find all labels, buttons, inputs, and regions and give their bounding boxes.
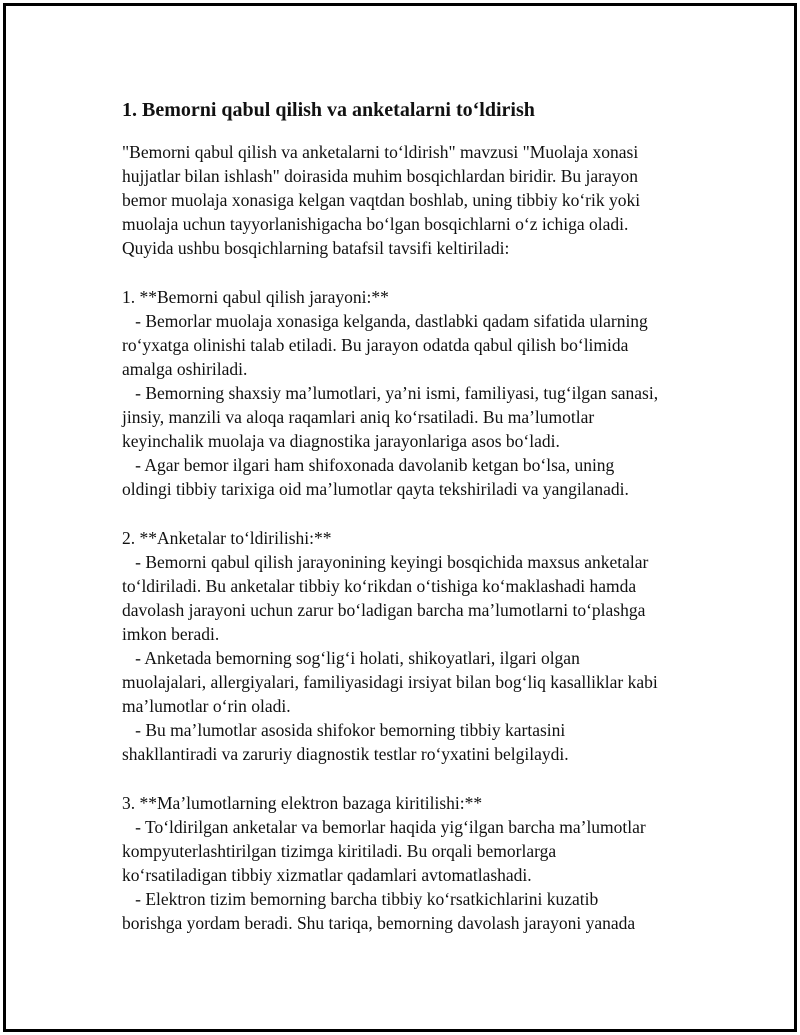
text-line: "Bemorni qabul qilish va anketalarni to‘ldirish" mavzusi "Muolaja xonasi [122, 142, 639, 162]
text-line: borishga yordam beradi. Shu tariqa, bemorning davolash jarayoni yanada [122, 913, 636, 933]
paragraph-gap [122, 501, 702, 525]
text-line: shakllantiradi va zaruriy diagnostik testlar ro‘yxatini belgilaydi. [122, 744, 569, 765]
text-line: - To‘ldirilgan anketalar va bemorlar haqida yig‘ilgan barcha ma’lumotlar [122, 816, 646, 837]
text-line: davolash jarayoni uchun zarur bo‘ladigan barcha ma’lumotlarni to‘plashga [122, 599, 646, 620]
text-line: - Bemorlar muolaja xonasiga kelganda, dastlabki qadam sifatida ularning [122, 310, 648, 331]
text-line: - Elektron tizim bemorning barcha tibbiy ko‘rsatkichlarini kuzatib [122, 888, 599, 909]
list-section-1 [122, 285, 702, 502]
text-line: ro‘yxatga olinishi talab etiladi. Bu jarayon odatda qabul qilish bo‘limida [122, 334, 629, 355]
document-page [3, 3, 797, 1032]
document-body [122, 96, 702, 935]
text-line: kompyuterlashtirilgan tizimga kiritiladi. Bu orqali bemorlarga [122, 840, 557, 861]
text-line: imkon beradi. [122, 623, 220, 644]
list-section-title: 3. **Ma’lumotlarning elektron bazaga kiritilishi:** [122, 792, 483, 813]
text-line: - Bemorni qabul qilish jarayonining keyingi bosqichida maxsus anketalar [122, 551, 649, 572]
text-line: Quyida ushbu bosqichlarning batafsil tavsifi keltiriladi: [122, 238, 510, 259]
text-line: muolajalari, allergiyalari, familiyasidagi irsiyat bilan bog‘liq kasalliklar kabi [122, 672, 658, 693]
paragraph-gap [122, 766, 702, 790]
text-line: keyinchalik muolaja va diagnostika jarayonlariga asos bo‘ladi. [122, 431, 560, 452]
text-line: jinsiy, manzili va aloqa raqamlari aniq ko‘rsatiladi. Bu ma’lumotlar [122, 407, 595, 428]
text-line: amalga oshiriladi. [122, 358, 248, 379]
text-line: hujjatlar bilan ishlash" doirasida muhim bosqichlardan biridir. Bu jarayon [122, 166, 639, 187]
list-section-title: 1. **Bemorni qabul qilish jarayoni:** [122, 286, 389, 307]
text-line: muolaja uchun tayyorlanishigacha bo‘lgan bosqichlarni o‘z ichiga oladi. [122, 214, 629, 235]
list-section-3 [122, 791, 702, 936]
text-line: - Bu ma’lumotlar asosida shifokor bemorning tibbiy kartasini [122, 720, 566, 741]
intro-paragraph [122, 140, 702, 260]
text-line: oldingi tibbiy tarixiga oid ma’lumotlar qayta tekshiriladi va yangilanadi. [122, 479, 629, 500]
text-line: ko‘rsatiladigan tibbiy xizmatlar qadamlari avtomatlashadi. [122, 864, 532, 885]
text-line: bemor muolaja xonasiga kelgan vaqtdan boshlab, uning tibbiy ko‘rik yoki [122, 190, 641, 211]
text-line: - Agar bemor ilgari ham shifoxonada davolanib ketgan bo‘lsa, uning [122, 455, 615, 476]
section-heading: 1. Bemorni qabul qilish va anketalarni to‘ldirish [122, 99, 535, 121]
list-section-2 [122, 526, 702, 767]
paragraph-gap [122, 260, 702, 284]
text-line: - Anketada bemorning sog‘lig‘i holati, shikoyatlari, ilgari olgan [122, 647, 580, 668]
text-line: - Bemorning shaxsiy ma’lumotlari, ya’ni ismi, familiyasi, tug‘ilgan sanasi, [122, 382, 659, 403]
text-line: to‘ldiriladi. Bu anketalar tibbiy ko‘rikdan o‘tishiga ko‘maklashadi hamda [122, 575, 637, 596]
text-line: ma’lumotlar o‘rin oladi. [122, 696, 291, 717]
list-section-title: 2. **Anketalar to‘ldirilishi:** [122, 527, 332, 548]
